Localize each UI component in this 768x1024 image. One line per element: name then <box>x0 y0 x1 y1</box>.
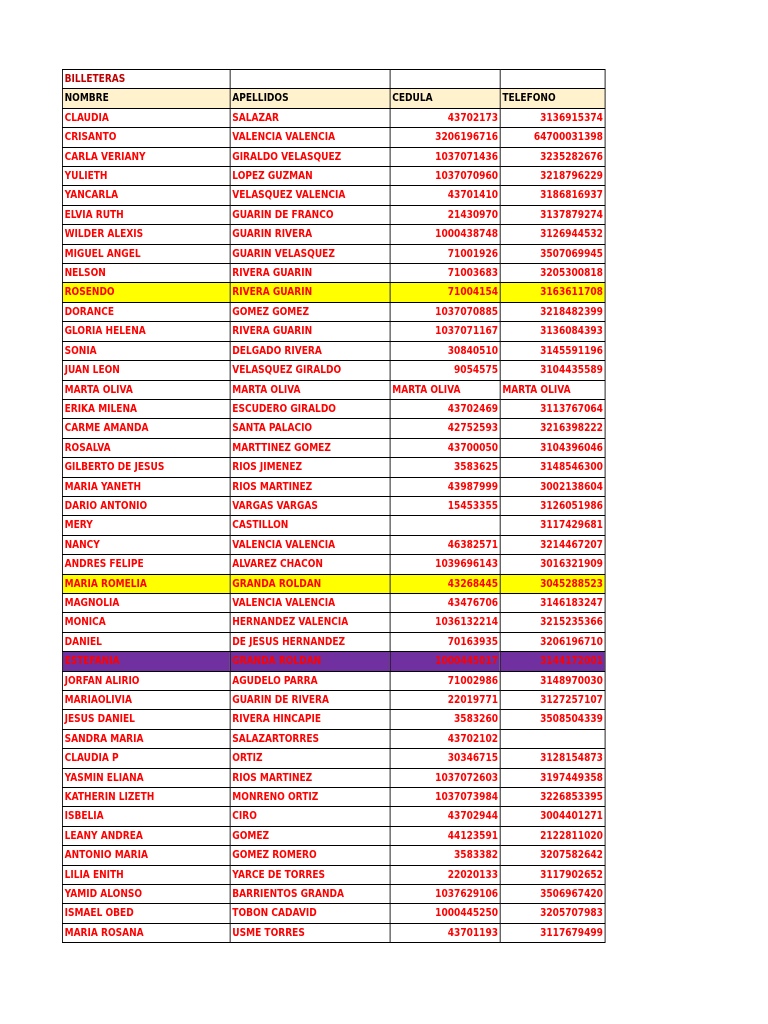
cell-cedula[interactable]: 43702102 <box>390 729 500 748</box>
cell-telefono[interactable]: 3186816937 <box>500 186 605 205</box>
cell-cedula[interactable] <box>390 516 500 535</box>
cell-cedula[interactable]: 71003683 <box>390 264 500 283</box>
cell-nombre[interactable]: YANCARLA <box>62 186 230 205</box>
title-row <box>62 70 605 89</box>
cell-cedula[interactable]: 71001926 <box>390 244 500 263</box>
cell-apellidos[interactable]: VELASQUEZ VALENCIA <box>230 186 390 205</box>
cell-apellidos[interactable]: MARTA OLIVA <box>230 380 390 399</box>
cell-apellidos[interactable]: DE JESUS HERNANDEZ <box>230 632 390 651</box>
cell-apellidos[interactable]: ALVAREZ CHACON <box>230 555 390 574</box>
cell-cedula[interactable]: 43702944 <box>390 807 500 826</box>
cell-apellidos[interactable]: GOMEZ ROMERO <box>230 846 390 865</box>
cell-nombre[interactable]: JUAN LEON <box>62 361 230 380</box>
cell-telefono[interactable]: MARTA OLIVA <box>500 380 605 399</box>
cell-nombre[interactable]: ELVIA RUTH <box>62 205 230 224</box>
cell-cedula[interactable]: 43702173 <box>390 108 500 127</box>
cell-telefono[interactable]: 3506967420 <box>500 885 605 904</box>
cell-telefono[interactable]: 3508504339 <box>500 710 605 729</box>
cell-cedula[interactable]: 21430970 <box>390 205 500 224</box>
cell-cedula[interactable]: 1037070885 <box>390 302 500 321</box>
cell-apellidos[interactable]: YARCE DE TORRES <box>230 865 390 884</box>
table-row <box>62 361 605 380</box>
cell-nombre[interactable]: JESUS DANIEL <box>62 710 230 729</box>
cell-telefono[interactable]: 3206196710 <box>500 632 605 651</box>
cell-apellidos[interactable]: VALENCIA VALENCIA <box>230 593 390 612</box>
cell-nombre[interactable]: ROSENDO <box>62 283 230 302</box>
cell-cedula[interactable]: 3206196716 <box>390 128 500 147</box>
cell-apellidos[interactable]: GUARIN DE FRANCO <box>230 205 390 224</box>
table-row <box>62 555 605 574</box>
cell-cedula[interactable]: 43701193 <box>390 923 500 942</box>
cell-nombre[interactable]: DANIEL <box>62 632 230 651</box>
cell-nombre[interactable]: CLAUDIA <box>62 108 230 127</box>
cell-telefono[interactable]: 3226853395 <box>500 788 605 807</box>
cell-telefono[interactable]: 3507069945 <box>500 244 605 263</box>
empty-cell[interactable] <box>500 70 605 89</box>
cell-cedula[interactable]: 43987999 <box>390 477 500 496</box>
cell-nombre[interactable]: CARME AMANDA <box>62 419 230 438</box>
cell-apellidos[interactable]: SALAZARTORRES <box>230 729 390 748</box>
cell-cedula[interactable]: 3583382 <box>390 846 500 865</box>
table-row <box>62 477 605 496</box>
table-row <box>62 885 605 904</box>
cell-apellidos[interactable]: BARRIENTOS GRANDA <box>230 885 390 904</box>
cell-apellidos[interactable]: CASTILLON <box>230 516 390 535</box>
cell-apellidos[interactable]: VELASQUEZ GIRALDO <box>230 361 390 380</box>
table-row <box>62 108 605 127</box>
cell-apellidos[interactable]: RIOS JIMENEZ <box>230 458 390 477</box>
cell-apellidos[interactable]: GUARIN RIVERA <box>230 225 390 244</box>
table-row <box>62 574 605 593</box>
cell-telefono[interactable]: 3117902652 <box>500 865 605 884</box>
header-nombre[interactable]: NOMBRE <box>62 89 230 108</box>
cell-apellidos[interactable]: HERNANDEZ VALENCIA <box>230 613 390 632</box>
table-row <box>62 302 605 321</box>
cell-apellidos[interactable]: LOPEZ GUZMAN <box>230 167 390 186</box>
cell-apellidos[interactable]: RIVERA GUARIN <box>230 322 390 341</box>
cell-apellidos[interactable]: VARGAS VARGAS <box>230 496 390 515</box>
cell-nombre[interactable]: MARIA YANETH <box>62 477 230 496</box>
cell-nombre[interactable]: GLORIA HELENA <box>62 322 230 341</box>
cell-telefono[interactable]: 64700031398 <box>500 128 605 147</box>
cell-cedula[interactable]: 43476706 <box>390 593 500 612</box>
cell-apellidos[interactable]: GUARIN DE RIVERA <box>230 691 390 710</box>
cell-telefono[interactable]: 3045288523 <box>500 574 605 593</box>
table-row <box>62 205 605 224</box>
cell-nombre[interactable]: ANDRES FELIPE <box>62 555 230 574</box>
cell-telefono[interactable]: 3104435589 <box>500 361 605 380</box>
cell-telefono[interactable]: 3205707983 <box>500 904 605 923</box>
cell-nombre[interactable]: MIGUEL ANGEL <box>62 244 230 263</box>
cell-cedula[interactable]: 1037629106 <box>390 885 500 904</box>
cell-cedula[interactable]: 43700050 <box>390 438 500 457</box>
table-row <box>62 729 605 748</box>
table-row <box>62 535 605 554</box>
cell-cedula[interactable]: 1037073984 <box>390 788 500 807</box>
cell-apellidos[interactable]: TOBON CADAVID <box>230 904 390 923</box>
cell-apellidos[interactable]: DELGADO RIVERA <box>230 341 390 360</box>
cell-telefono[interactable]: 3163611708 <box>500 283 605 302</box>
cell-cedula[interactable]: 15453355 <box>390 496 500 515</box>
cell-cedula[interactable]: 30346715 <box>390 749 500 768</box>
cell-nombre[interactable]: ANTONIO MARIA <box>62 846 230 865</box>
cell-apellidos[interactable]: VALENCIA VALENCIA <box>230 128 390 147</box>
cell-telefono[interactable]: 3117429681 <box>500 516 605 535</box>
cell-cedula[interactable]: 1037071167 <box>390 322 500 341</box>
cell-telefono[interactable]: 3146183247 <box>500 593 605 612</box>
cell-nombre[interactable]: CLAUDIA P <box>62 749 230 768</box>
table-row <box>62 225 605 244</box>
cell-cedula[interactable]: 43268445 <box>390 574 500 593</box>
cell-telefono[interactable]: 3113767064 <box>500 399 605 418</box>
cell-apellidos[interactable]: RIVERA HINCAPIE <box>230 710 390 729</box>
cell-nombre[interactable]: MARIA ROMELIA <box>62 574 230 593</box>
table-row <box>62 147 605 166</box>
cell-nombre[interactable]: LILIA ENITH <box>62 865 230 884</box>
table-row <box>62 923 605 942</box>
table-row <box>62 632 605 651</box>
cell-telefono[interactable]: 3144172001 <box>500 652 605 671</box>
cell-nombre[interactable]: GILBERTO DE JESUS <box>62 458 230 477</box>
cell-telefono[interactable]: 3126051986 <box>500 496 605 515</box>
table-row <box>62 691 605 710</box>
table-row <box>62 826 605 845</box>
cell-nombre[interactable]: MAGNOLIA <box>62 593 230 612</box>
cell-cedula[interactable]: 1000445017 <box>390 652 500 671</box>
cell-telefono[interactable]: 3214467207 <box>500 535 605 554</box>
cell-nombre[interactable]: WILDER ALEXIS <box>62 225 230 244</box>
cell-cedula[interactable]: 1039696143 <box>390 555 500 574</box>
cell-cedula[interactable]: 43701410 <box>390 186 500 205</box>
cell-apellidos[interactable]: RIOS MARTINEZ <box>230 477 390 496</box>
cell-nombre[interactable]: MARIA ROSANA <box>62 923 230 942</box>
cell-apellidos[interactable]: GIRALDO VELASQUEZ <box>230 147 390 166</box>
cell-telefono[interactable]: 3148970030 <box>500 671 605 690</box>
cell-nombre[interactable]: MARIAOLIVIA <box>62 691 230 710</box>
cell-cedula[interactable]: MARTA OLIVA <box>390 380 500 399</box>
header-cedula[interactable]: CEDULA <box>390 89 500 108</box>
cell-apellidos[interactable]: MONRENO ORTIZ <box>230 788 390 807</box>
table-row <box>62 496 605 515</box>
cell-telefono[interactable]: 3127257107 <box>500 691 605 710</box>
table-row <box>62 419 605 438</box>
cell-telefono[interactable]: 3148546300 <box>500 458 605 477</box>
table-row <box>62 749 605 768</box>
table-row <box>62 186 605 205</box>
sheet-title[interactable]: BILLETERAS <box>62 70 230 89</box>
cell-apellidos[interactable]: USME TORRES <box>230 923 390 942</box>
cell-nombre[interactable]: NELSON <box>62 264 230 283</box>
cell-telefono[interactable]: 3002138604 <box>500 477 605 496</box>
cell-cedula[interactable]: 3583625 <box>390 458 500 477</box>
cell-cedula[interactable]: 70163935 <box>390 632 500 651</box>
cell-telefono[interactable]: 3004401271 <box>500 807 605 826</box>
cell-apellidos[interactable]: RIOS MARTINEZ <box>230 768 390 787</box>
cell-telefono[interactable]: 3137879274 <box>500 205 605 224</box>
cell-telefono[interactable]: 3128154873 <box>500 749 605 768</box>
cell-cedula[interactable]: 42752593 <box>390 419 500 438</box>
cell-cedula[interactable]: 1037070960 <box>390 167 500 186</box>
cell-apellidos[interactable]: AGUDELO PARRA <box>230 671 390 690</box>
cell-cedula[interactable]: 1037071436 <box>390 147 500 166</box>
cell-nombre[interactable]: DORANCE <box>62 302 230 321</box>
cell-apellidos[interactable]: SALAZAR <box>230 108 390 127</box>
cell-nombre[interactable]: DARIO ANTONIO <box>62 496 230 515</box>
table-row <box>62 807 605 826</box>
table-row <box>62 865 605 884</box>
cell-apellidos[interactable]: GOMEZ GOMEZ <box>230 302 390 321</box>
cell-nombre[interactable]: MARTA OLIVA <box>62 380 230 399</box>
cell-nombre[interactable]: MERY <box>62 516 230 535</box>
table-row <box>62 341 605 360</box>
cell-telefono[interactable]: 3218482399 <box>500 302 605 321</box>
cell-telefono[interactable]: 3216398222 <box>500 419 605 438</box>
cell-apellidos[interactable]: RIVERA GUARIN <box>230 264 390 283</box>
cell-apellidos[interactable]: SANTA PALACIO <box>230 419 390 438</box>
cell-cedula[interactable]: 1036132214 <box>390 613 500 632</box>
table-row <box>62 516 605 535</box>
cell-apellidos[interactable]: ESCUDERO GIRALDO <box>230 399 390 418</box>
cell-nombre[interactable]: MONICA <box>62 613 230 632</box>
cell-telefono[interactable]: 3205300818 <box>500 264 605 283</box>
cell-nombre[interactable]: ROSALVA <box>62 438 230 457</box>
cell-cedula[interactable]: 1000438748 <box>390 225 500 244</box>
table-row <box>62 904 605 923</box>
cell-nombre[interactable]: ISBELIA <box>62 807 230 826</box>
cell-apellidos[interactable]: VALENCIA VALENCIA <box>230 535 390 554</box>
cell-nombre[interactable]: YULIETH <box>62 167 230 186</box>
cell-telefono[interactable]: 3117679499 <box>500 923 605 942</box>
table-row <box>62 438 605 457</box>
header-telefono[interactable]: TELEFONO <box>500 89 605 108</box>
cell-apellidos[interactable]: GRANDA ROLDAN <box>230 652 390 671</box>
cell-nombre[interactable]: ERIKA MILENA <box>62 399 230 418</box>
cell-nombre[interactable]: CARLA VERIANY <box>62 147 230 166</box>
cell-telefono[interactable]: 3136084393 <box>500 322 605 341</box>
cell-telefono[interactable]: 3136915374 <box>500 108 605 127</box>
cell-telefono[interactable]: 3145591196 <box>500 341 605 360</box>
table-row <box>62 652 605 671</box>
table-row <box>62 283 605 302</box>
cell-apellidos[interactable]: CIRO <box>230 807 390 826</box>
cell-cedula[interactable]: 71004154 <box>390 283 500 302</box>
table-body <box>62 70 605 943</box>
cell-cedula[interactable]: 22019771 <box>390 691 500 710</box>
cell-cedula[interactable]: 71002986 <box>390 671 500 690</box>
cell-telefono[interactable]: 3126944532 <box>500 225 605 244</box>
header-row <box>62 89 605 108</box>
cell-apellidos[interactable]: MARTTINEZ GOMEZ <box>230 438 390 457</box>
header-apellidos[interactable]: APELLIDOS <box>230 89 390 108</box>
cell-nombre[interactable]: ISMAEL OBED <box>62 904 230 923</box>
table-row <box>62 788 605 807</box>
cell-telefono[interactable]: 3215235366 <box>500 613 605 632</box>
cell-apellidos[interactable]: RIVERA GUARIN <box>230 283 390 302</box>
cell-apellidos[interactable]: GUARIN VELASQUEZ <box>230 244 390 263</box>
cell-cedula[interactable]: 1000445250 <box>390 904 500 923</box>
cell-nombre[interactable]: KATHERIN LIZETH <box>62 788 230 807</box>
cell-nombre[interactable]: NANCY <box>62 535 230 554</box>
table-row <box>62 613 605 632</box>
cell-nombre[interactable]: LEANY ANDREA <box>62 826 230 845</box>
table-row <box>62 710 605 729</box>
cell-cedula[interactable]: 1037072603 <box>390 768 500 787</box>
cell-apellidos[interactable]: GOMEZ <box>230 826 390 845</box>
cell-telefono[interactable]: 3207582642 <box>500 846 605 865</box>
cell-cedula[interactable]: 46382571 <box>390 535 500 554</box>
cell-telefono[interactable]: 3235282676 <box>500 147 605 166</box>
table-row <box>62 458 605 477</box>
cell-cedula[interactable]: 9054575 <box>390 361 500 380</box>
cell-nombre[interactable]: ESTEFANIA <box>62 652 230 671</box>
table-row <box>62 399 605 418</box>
cell-telefono[interactable]: 3016321909 <box>500 555 605 574</box>
table-row <box>62 244 605 263</box>
table-row <box>62 128 605 147</box>
billeteras-table <box>62 69 606 943</box>
cell-nombre[interactable]: CRISANTO <box>62 128 230 147</box>
table-row <box>62 167 605 186</box>
cell-nombre[interactable]: SANDRA MARIA <box>62 729 230 748</box>
cell-telefono[interactable]: 3197449358 <box>500 768 605 787</box>
cell-apellidos[interactable]: GRANDA ROLDAN <box>230 574 390 593</box>
cell-telefono[interactable]: 3104396046 <box>500 438 605 457</box>
cell-nombre[interactable]: YASMIN ELIANA <box>62 768 230 787</box>
empty-cell[interactable] <box>230 70 390 89</box>
cell-cedula[interactable]: 22020133 <box>390 865 500 884</box>
cell-cedula[interactable]: 3583260 <box>390 710 500 729</box>
table-row <box>62 264 605 283</box>
empty-cell[interactable] <box>390 70 500 89</box>
cell-nombre[interactable]: SONIA <box>62 341 230 360</box>
cell-nombre[interactable]: JORFAN ALIRIO <box>62 671 230 690</box>
cell-telefono[interactable]: 2122811020 <box>500 826 605 845</box>
cell-cedula[interactable]: 44123591 <box>390 826 500 845</box>
cell-telefono[interactable] <box>500 729 605 748</box>
cell-cedula[interactable]: 43702469 <box>390 399 500 418</box>
cell-cedula[interactable]: 30840510 <box>390 341 500 360</box>
table-row <box>62 768 605 787</box>
cell-telefono[interactable]: 3218796229 <box>500 167 605 186</box>
cell-nombre[interactable]: YAMID ALONSO <box>62 885 230 904</box>
cell-apellidos[interactable]: ORTIZ <box>230 749 390 768</box>
table-row <box>62 593 605 612</box>
table-row <box>62 322 605 341</box>
table-row <box>62 380 605 399</box>
table-row <box>62 671 605 690</box>
table-row <box>62 846 605 865</box>
